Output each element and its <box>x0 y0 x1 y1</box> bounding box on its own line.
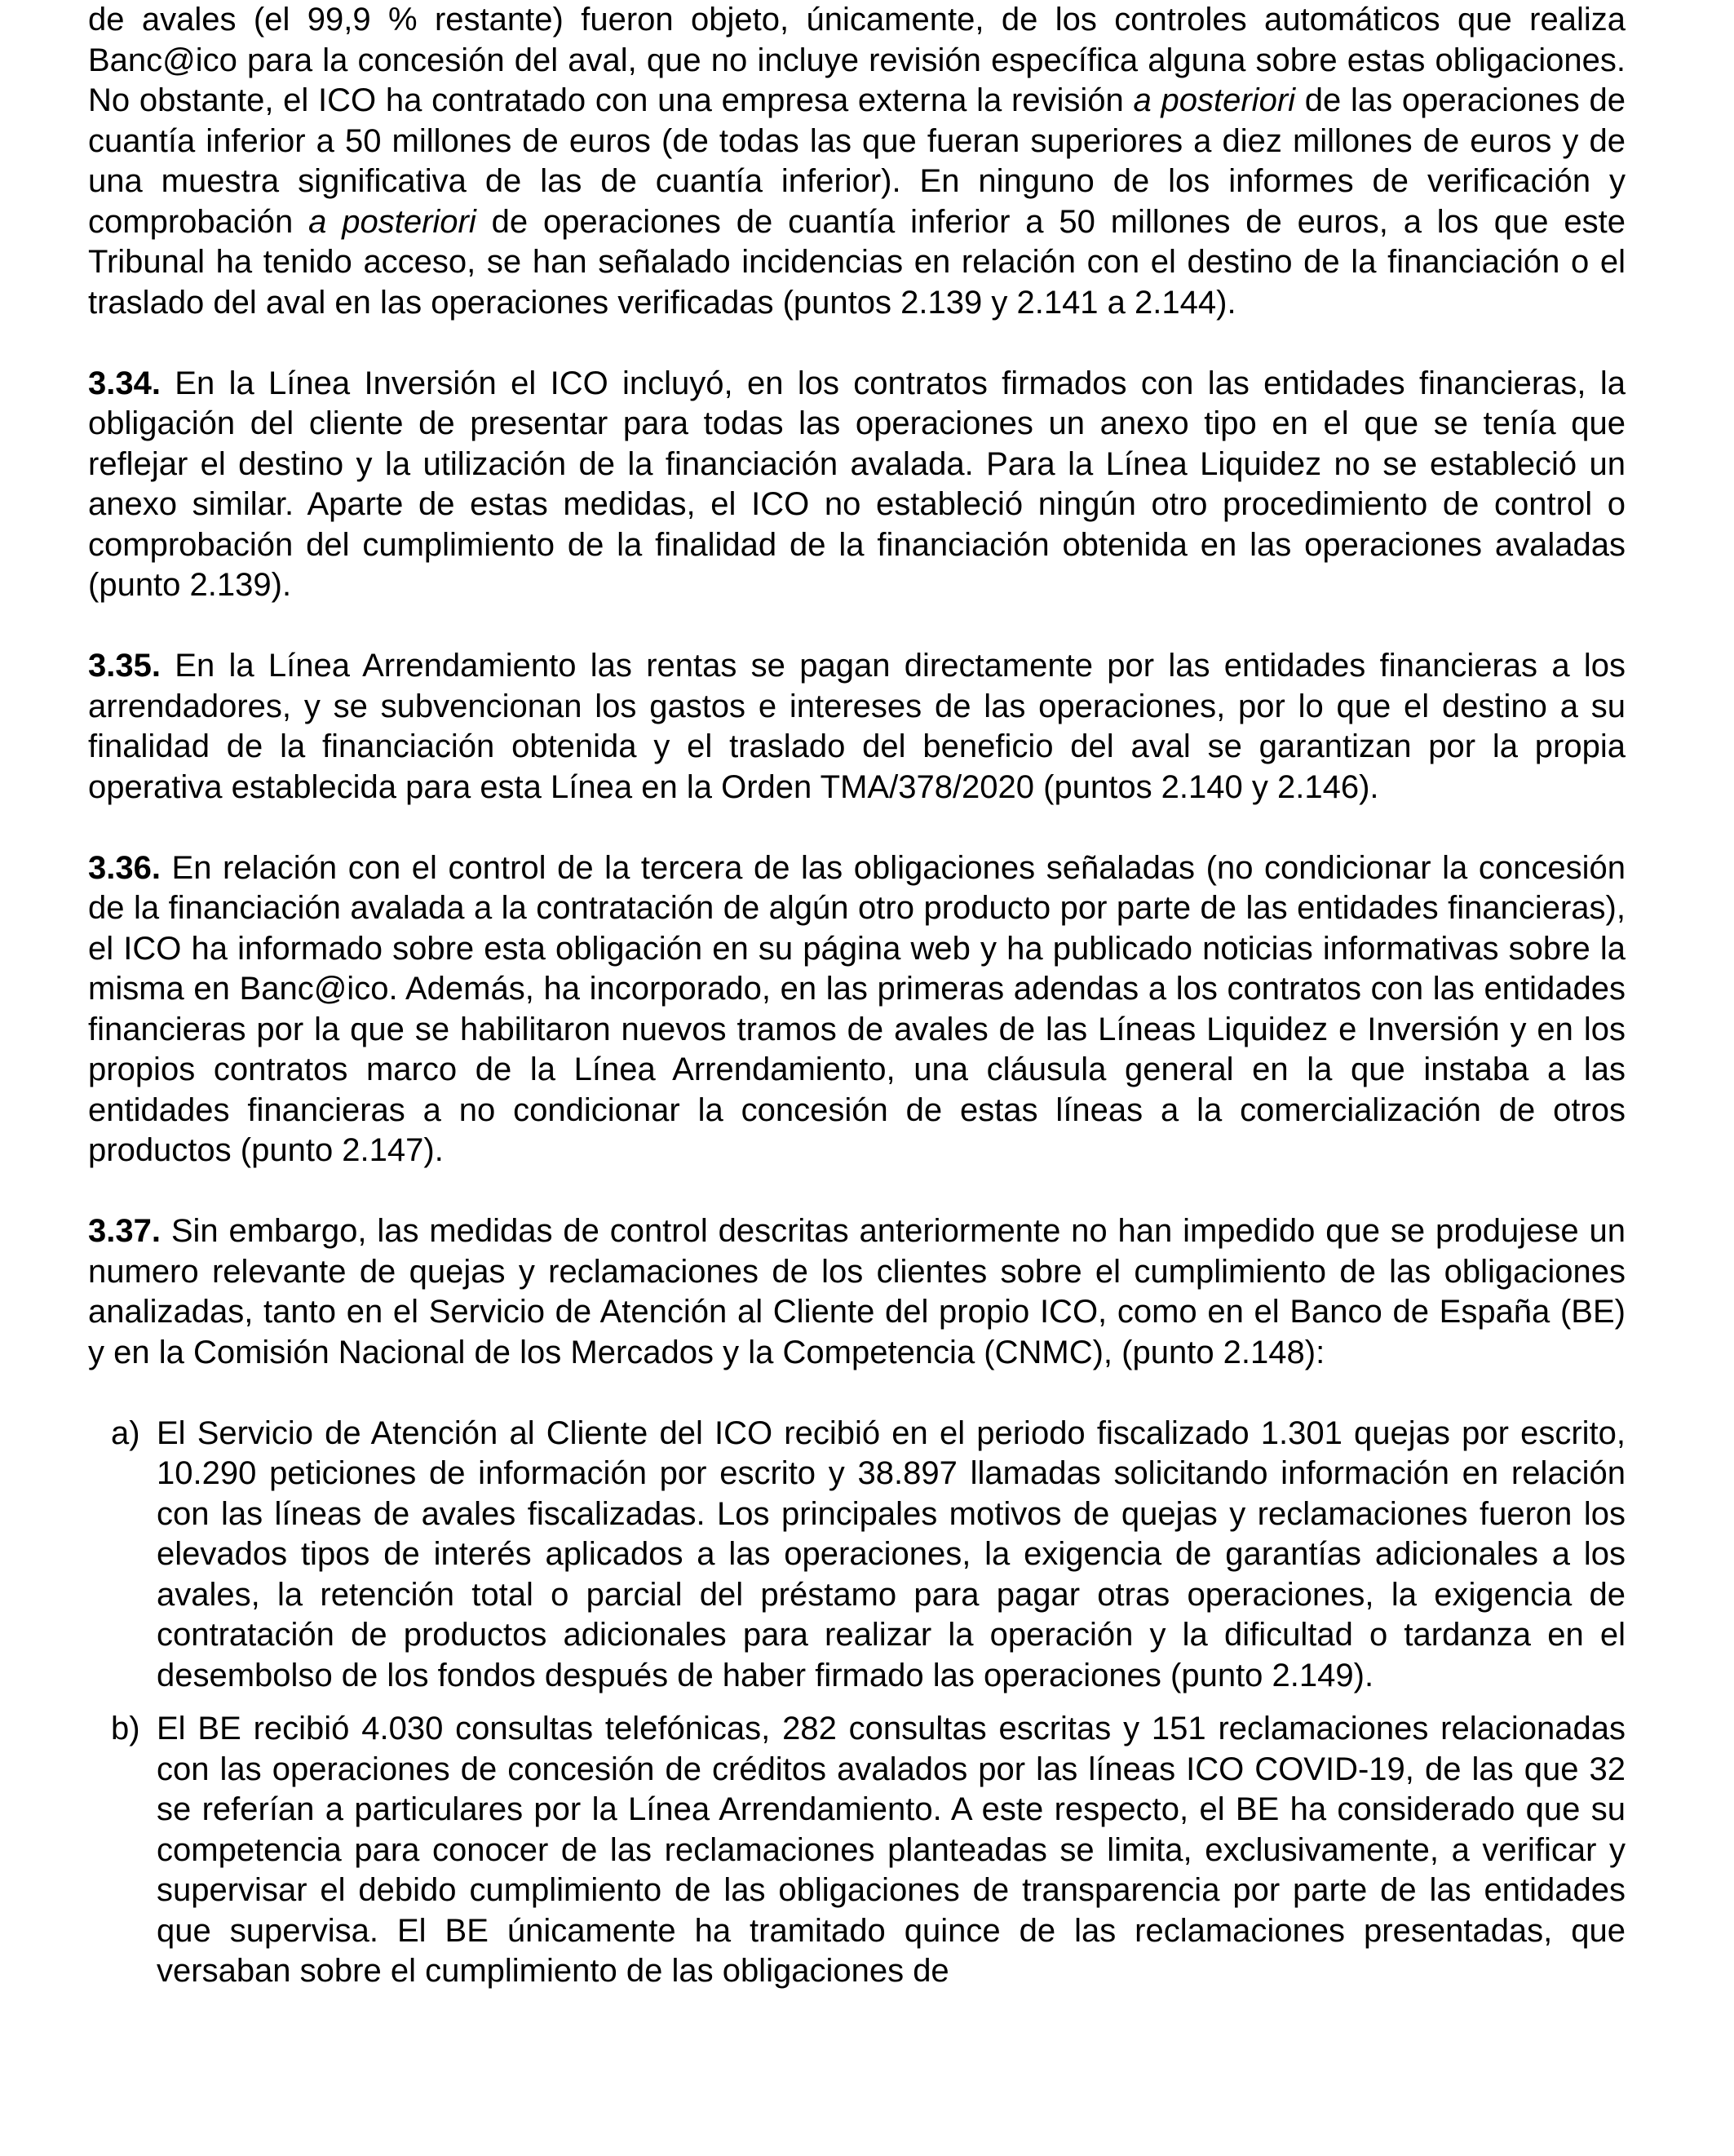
lettered-list <box>88 1414 1626 1992</box>
intro-text-3: de operaciones de cuantía inferior a 50 millones de euros, a los que este Tribunal ha tenido acceso, se han señalado incidencias en relación con el destino de la financiación o el traslado del aval en las operaciones verificadas (puntos 2.139 y 2.141 a 2.144). <box>88 203 1626 321</box>
paragraph-text: En relación con el control de la tercera de las obligaciones señaladas (no condicionar la concesión de la financiación avalada a la contratación de algún otro producto por parte de las entidades financieras), el ICO ha informado sobre esta obligación en su página web y ha publicado noticias informativas sobre la misma en Banc@ico. Además, ha incorporado, en las primeras adendas a los contratos con las entidades financieras por la que se habilitaron nuevos tramos de avales de las Líneas Liquidez e Inversión y en los propios contratos marco de la Línea Arrendamiento, una cláusula general en la que instaba a las entidades financieras a no condicionar la concesión de estas líneas a la comercialización de otros productos (punto 2.147). <box>88 849 1626 1168</box>
paragraph-text: Sin embargo, las medidas de control descritas anteriormente no han impedido que se produjese un numero relevante de quejas y reclamaciones de los clientes sobre el cumplimiento de las obligaciones analizadas, tanto en el Servicio de Atención al Cliente del propio ICO, como en el Banco de España (BE) y en la Comisión Nacional de los Mercados y la Competencia (CNMC), (punto 2.148): <box>88 1213 1626 1370</box>
paragraph-number: 3.35. <box>88 648 161 684</box>
paragraph-text: En la Línea Arrendamiento las rentas se pagan directamente por las entidades financieras a los arrendadores, y se subvencionan los gastos e intereses de las operaciones, por lo que el destino a su finalidad de la financiación obtenida y el traslado del beneficio del aval se garantizan por la propia operativa establecida para esta Línea en la Orden TMA/378/2020 (puntos 2.140 y 2.146). <box>88 648 1626 805</box>
paragraph-text: En la Línea Inversión el ICO incluyó, en los contratos firmados con las entidades financieras, la obligación del cliente de presentar para todas las operaciones un anexo tipo en el que se tenía que reflejar el destino y la utilización de la financiación avalada. Para la Línea Liquidez no se estableció un anexo similar. Aparte de estas medidas, el ICO no estableció ningún otro procedimiento de control o comprobación del cumplimiento de la finalidad de la financiación obtenida en las operaciones avaladas (punto 2.139). <box>88 365 1626 603</box>
document-page <box>88 0 1626 1992</box>
intro-italic-1: a posteriori <box>1133 82 1296 118</box>
paragraph-3-34 <box>88 364 1626 606</box>
paragraph-number: 3.36. <box>88 849 161 886</box>
paragraph-3-35 <box>88 646 1626 808</box>
list-marker: b) <box>111 1711 140 1746</box>
intro-italic-2: a posteriori <box>308 203 476 240</box>
intro-paragraph <box>88 0 1626 323</box>
paragraph-number: 3.37. <box>88 1213 161 1249</box>
list-item-text: El BE recibió 4.030 consultas telefónicas, 282 consultas escritas y 151 reclamaciones relacionadas con las operaciones de concesión de créditos avalados por las líneas ICO COVID-19, de las que 32 se referían a particulares por la Línea Arrendamiento. A este respecto, el BE ha considerado que su competencia para conocer de las reclamaciones planteadas se limita, exclusivamente, a verificar y supervisar el debido cumplimiento de las obligaciones de transparencia por parte de las entidades que supervisa. El BE únicamente ha tramitado quince de las reclamaciones presentadas, que versaban sobre el cumplimiento de las obligaciones de <box>157 1711 1626 1989</box>
list-item-b <box>88 1709 1626 1992</box>
intro-text-1: de avales (el 99,9 % restante) fueron objeto, únicamente, de los controles automáticos que realiza Banc@ico para la concesión del aval, que no incluye revisión específica alguna sobre estas obligaciones. No obstante, el ICO ha contratado con una empresa externa la revisión <box>88 2 1626 118</box>
list-item-text: El Servicio de Atención al Cliente del ICO recibió en el periodo fiscalizado 1.301 quejas por escrito, 10.290 peticiones de información por escrito y 38.897 llamadas solicitando información en relación con las líneas de avales fiscalizadas. Los principales motivos de quejas y reclamaciones fueron los elevados tipos de interés aplicados a las operaciones, la exigencia de garantías adicionales a los avales, la retención total o parcial del préstamo para pagar otras operaciones, la exigencia de contratación de productos adicionales para realizar la operación y la dificultad o tardanza en el desembolso de los fondos después de haber firmado las operaciones (punto 2.149). <box>157 1414 1626 1693</box>
paragraph-number: 3.34. <box>88 365 161 401</box>
intro-text-2: de las operaciones de cuantía inferior a 50 millones de euros (de todas las que fueran superiores a diez millones de euros y de una muestra significativa de las de cuantía inferior). En ninguno de los informes de verificación y comprobación <box>88 82 1626 240</box>
list-marker: a) <box>111 1414 140 1451</box>
paragraph-3-36 <box>88 848 1626 1171</box>
list-item-a <box>88 1414 1626 1697</box>
paragraph-3-37 <box>88 1211 1626 1373</box>
